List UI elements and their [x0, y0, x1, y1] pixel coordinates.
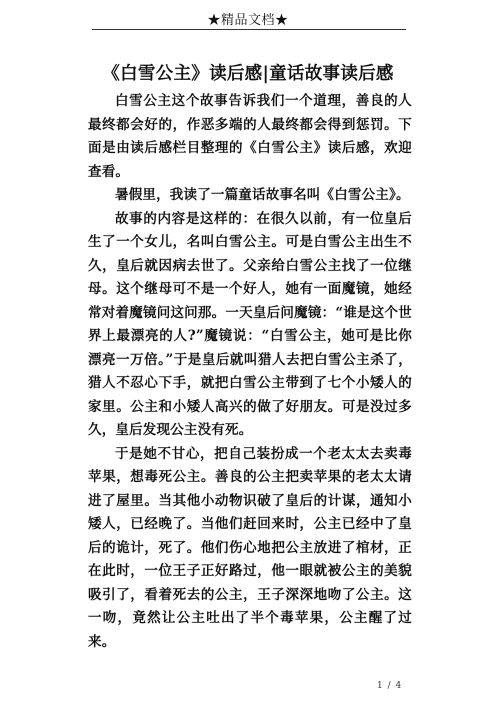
- summer-paragraph: 暑假里，我读了一篇童话故事名叫《白雪公主》。: [115, 187, 410, 203]
- ending-paragraph: 于是她不甘心，把自己装扮成一个老太太去卖毒苹果，想毒死公主。善良的公主把卖苹果的老太太请进了屋里。当其他小动物识破了皇后的计谋，通知小矮人，已经晚了。当他们赶回来时，公主已经中了皇后的诡计，死了。他们伤心地把公主放进了棺材，正在此时，一位王子正好路过，他一眼就被公主的美貌吸引了，看着死去的公主，王子深深地吻了公主。这一吻，竟然让公主吐出了半个毒苹果，公主醒了过来。: [88, 445, 412, 650]
- document-title: 《白雪公主》读后感|童话故事读后感: [102, 64, 394, 84]
- page-header: ★精品文档★: [207, 13, 289, 28]
- intro-paragraph: 白雪公主这个故事告诉我们一个道理，善良的人最终都会好的，作恶多端的人最终都会得到惩罚。下面是由读后感栏目整理的《白雪公主》读后感，欢迎查看。: [88, 93, 412, 180]
- header-divider: [92, 29, 406, 30]
- story-paragraph: 故事的内容是这样的：在很久以前，有一位皇后生了一个女儿，名叫白雪公主。可是白雪公主出生不久，皇后就因病去世了。父亲给白雪公主找了一位继母。这个继母可不是一个好人，她有一面魔镜，她经常对着魔镜问这问那。一天皇后问魔镜：“谁是这个世界上最漂亮的人?”魔镜说：“白雪公主，她可是比你漂亮一万倍。”于是皇后就叫猎人去把白雪公主杀了，猎人不忍心下手，就把白雪公主带到了七个小矮人的家里。公主和小矮人高兴的做了好朋友。可是没过多久，皇后发现公主没有死。: [88, 210, 412, 438]
- document-body: [88, 90, 412, 654]
- page-number: 1 / 4: [377, 681, 403, 691]
